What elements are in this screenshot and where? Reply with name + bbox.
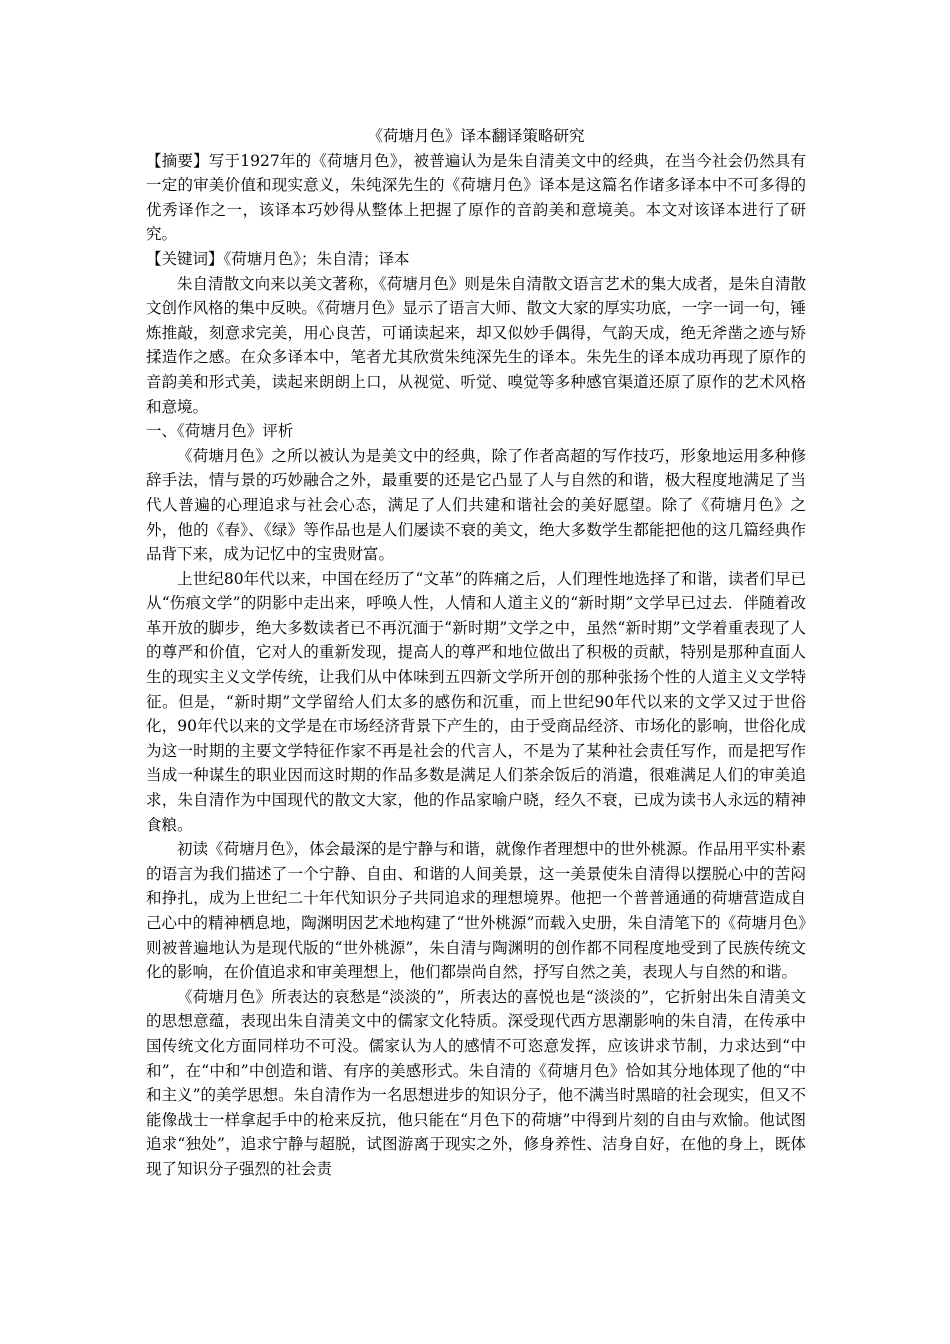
document-page (146, 124, 806, 1182)
abstract: 【摘要】写于1927年的《荷塘月色》，被普遍认为是朱自清美文中的经典，在当今社会仍然具有一定的审美价值和现实意义，朱纯深先生的《荷塘月色》译本是这篇名作诸多译本中不可多得的优秀译作之一，该译本巧妙得从整体上把握了原作的音韵美和意境美。本文对该译本进行了研究。 (146, 151, 806, 244)
intro-paragraph: 朱自清散文向来以美文著称，《荷塘月色》则是朱自清散文语言艺术的集大成者，是朱自清散文创作风格的集中反映。《荷塘月色》显示了语言大师、散文大家的厚实功底，一字一词一句，锤炼推敲，刻意求完美，用心良苦，可诵读起来，却又似妙手偶得，气韵天成，绝无斧凿之迹与矫揉造作之感。在众多译本中，笔者尤其欣赏朱纯深先生的译本。朱先生的译本成功再现了原作的音韵美和形式美，读起来朗朗上口，从视觉、听觉、嗅觉等多种感官渠道还原了原作的艺术风格和意境。 (146, 274, 806, 416)
keywords: 【关键词】《荷塘月色》；朱自清；译本 (146, 249, 410, 268)
section-heading: 一、《荷塘月色》评析 (146, 422, 294, 441)
document-title: 《荷塘月色》译本翻译策略研究 (367, 127, 585, 145)
body-paragraph: 初读《荷塘月色》，体会最深的是宁静与和谐，就像作者理想中的世外桃源。作品用平实朴素的语言为我们描述了一个宁静、自由、和谐的人间美景，这一美景使朱自清得以摆脱心中的苦闷和挣扎，成为上世纪二十年代知识分子共同追求的理想境界。他把一个普普通通的荷塘营造成自己心中的精神栖息地，陶渊明因艺术地构建了“世外桃源”而载入史册，朱自清笔下的《荷塘月色》则被普遍地认为是现代版的“世外桃源”，朱自清与陶渊明的创作都不同程度地受到了民族传统文化的影响，在价值追求和审美理想上，他们都崇尚自然，抒写自然之美，表现人与自然的和谐。 (146, 840, 806, 982)
body-paragraph: 《荷塘月色》之所以被认为是美文中的经典，除了作者高超的写作技巧，形象地运用多种修辞手法，情与景的巧妙融合之外，最重要的还是它凸显了人与自然的和谐，极大程度地满足了当代人普遍的心理追求与社会心态，满足了人们共建和谐社会的美好愿望。除了《荷塘月色》之外，他的《春》、《绿》等作品也是人们屡读不衰的美文，绝大多数学生都能把他的这几篇经典作品背下来，成为记忆中的宝贵财富。 (146, 446, 806, 564)
body-paragraph: 上世纪80年代以来，中国在经历了“文革”的阵痛之后，人们理性地选择了和谐，读者们早已从“伤痕文学”的阴影中走出来，呼唤人性，人情和人道主义的“新时期”文学早已过去．伴随着改革开放的脚步，绝大多数读者已不再沉湎于“新时期”文学之中，虽然“新时期”文学着重表现了人的尊严和价值，它对人的重新发现，提高人的尊严和地位做出了积极的贡献，特别是那种直面人生的现实主义文学传统，让我们从中体味到五四新文学所开创的那种张扬个性的人道主义文学特征。但是，“新时期”文学留给人们太多的感伤和沉重，而上世纪90年代以来的文学又过于世俗化，90年代以来的文学是在市场经济背景下产生的，由于受商品经济、市场化的影响，世俗化成为这一时期的主要文学特征作家不再是社会的代言人，不是为了某种社会责任写作，而是把写作当成一种谋生的职业因而这时期的作品多数是满足人们茶余饭后的消遣，很难满足人们的审美追求，朱自清作为中国现代的散文大家，他的作品家喻户晓，经久不衰，已成为读书人永远的精神食粮。 (146, 569, 806, 834)
body-paragraph: 《荷塘月色》所表达的哀愁是“淡淡的”，所表达的喜悦也是“淡淡的”，它折射出朱自清美文的思想意蕴，表现出朱自清美文中的儒家文化特质。深受现代西方思潮影响的朱自清，在传承中国传统文化方面同样功不可没。儒家认为人的感情不可恣意发挥，应该讲求节制，力求达到“中和”，在“中和”中创造和谐、有序的美感形式。朱自清的《荷塘月色》恰如其分地体现了他的“中和主义”的美学思想。朱自清作为一名思想进步的知识分子，他不满当时黑暗的社会现实，但又不能像战士一样拿起手中的枪来反抗，他只能在“月色下的荷塘”中得到片刻的自由与欢愉。他试图追求“独处”，追求宁静与超脱，试图游离于现实之外，修身养性、洁身自好，在他的身上，既体现了知识分子强烈的社会责 (146, 987, 806, 1178)
